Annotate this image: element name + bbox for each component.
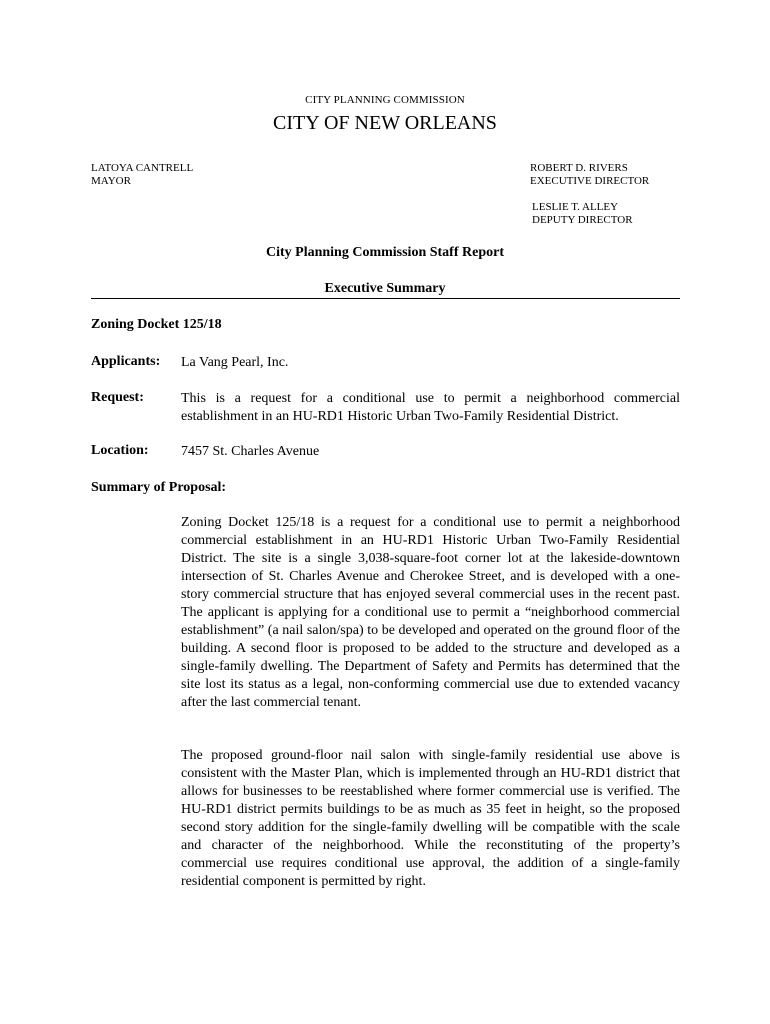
location-label: Location: [91,443,149,458]
location-value: 7457 St. Charles Avenue [181,444,320,459]
summary-paragraph-1: Zoning Docket 125/18 is a request for a conditional use to permit a neighborhood commercial establishment in an HU-RD1 Historic Urban Two-Family Residential District. The site is a single 3,038-square-foot corner lot at the lakeside-downtown intersection of St. Charles Avenue and Cherokee Street, and is developed with a one-story commercial structure that has enjoyed several commercial uses in the recent past. The applicant is applying for a conditional use to permit a “neighborhood commercial establishment” (a nail salon/spa) to be developed and operated on the ground floor of the building. A second floor is proposed to be added to the structure and developed as a single-family dwelling. The Department of Safety and Permits has determined that the site lost its status as a legal, non-conforming commercial use due to extended vacancy after the last commercial tenant. [181,515,680,710]
summary-label: Summary of Proposal: [91,480,227,495]
executive-director-name: ROBERT D. RIVERS [530,162,628,174]
summary-paragraph-2: The proposed ground-floor nail salon with single-family residential use above is consistent with the Master Plan, which is implemented through an HU-RD1 district that allows for businesses to be reestablished where former commercial use is verified. The HU-RD1 district permits buildings to be as much as 35 feet in height, so the proposed second story addition for the single-family dwelling will be compatible with the scale and character of the neighborhood. While the reconstituting of the property’s commercial use requires conditional use approval, the addition of a single-family residential component is permitted by right. [181,748,680,889]
deputy-director-title: DEPUTY DIRECTOR [532,214,633,226]
horizontal-rule [91,298,680,299]
mayor-title: MAYOR [91,175,131,187]
commission-heading: CITY PLANNING COMMISSION [305,94,465,106]
docket-number: Zoning Docket 125/18 [91,317,222,332]
applicants-label: Applicants: [91,354,161,369]
request-label: Request: [91,390,144,405]
section-title: Executive Summary [324,281,446,296]
report-title: City Planning Commission Staff Report [265,245,504,260]
applicants-value: La Vang Pearl, Inc. [181,355,289,370]
mayor-name: LATOYA CANTRELL [91,162,194,174]
executive-director-title: EXECUTIVE DIRECTOR [530,175,650,187]
deputy-director-name: LESLIE T. ALLEY [532,201,619,213]
city-heading: CITY OF NEW ORLEANS [273,112,497,134]
request-value: This is a request for a conditional use to permit a neighborhood commercial establishment in an HU-RD1 Historic Urban Two-Family Residential District. [181,391,680,424]
